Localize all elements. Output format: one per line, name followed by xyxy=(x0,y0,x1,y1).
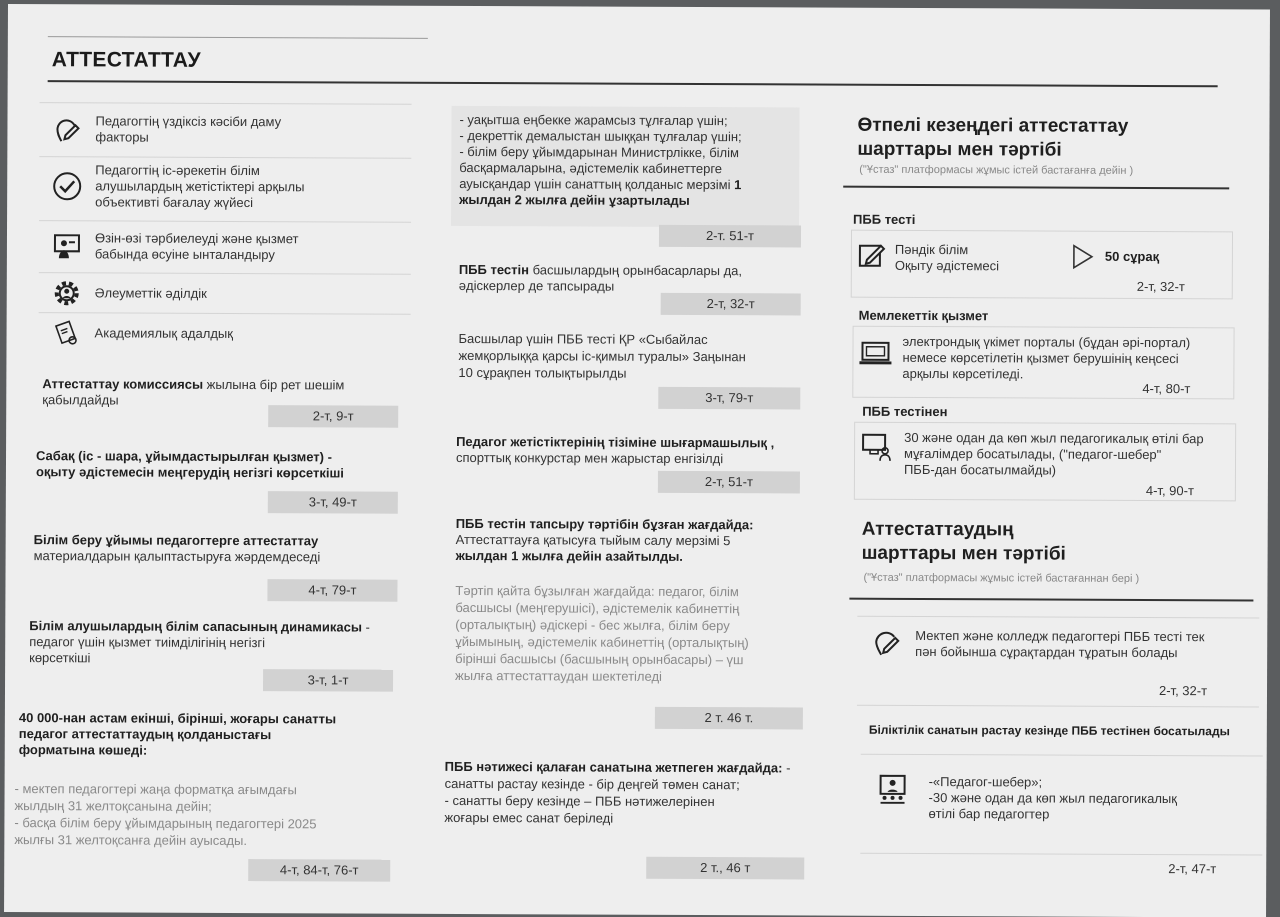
achievements-paragraph: Педагог жетістіктерінің тізіміне шығармашылық , спорттық конкурстар мен жарыстар енгізілді xyxy=(455,433,775,467)
presentation-icon xyxy=(877,774,909,804)
pbb-test-subjects: Пәндік білім Оқыту әдістемесі xyxy=(894,241,1000,274)
question-count: 50 сұрақ xyxy=(1104,248,1160,265)
reference-label: 3-т, 1-т xyxy=(263,669,393,692)
play-icon xyxy=(1071,243,1095,271)
feature-item-motivation xyxy=(39,220,411,272)
managers-paragraph: Басшылар үшін ПББ тесті ҚР «Сыбайлас жемқорлыққа қарсы іс-қимыл туралы» Заңынан 10 сұрақпен толықтырылды xyxy=(458,330,746,381)
laptop-icon xyxy=(858,340,892,368)
state-service-heading: Мемлекеттік қызмет xyxy=(858,307,989,324)
pbb-test-heading: ПББ тесті xyxy=(853,211,916,227)
reference-label: 2-т, 32-т xyxy=(1158,683,1208,699)
reference-label: 2 т. 46 т. xyxy=(655,707,803,730)
reference-label: 2-т, 32-т xyxy=(1136,278,1185,295)
reference-label: 2-т, 47-т xyxy=(1168,861,1217,877)
pen-head-icon xyxy=(871,624,903,658)
gear-person-icon xyxy=(39,277,95,309)
reference-label: 2 т., 46 т xyxy=(646,857,804,880)
reference-label: 2-т, 9-т xyxy=(268,405,398,428)
exemption-text: 30 және одан да көп жыл педагогикалық өтілі бар мұғалімдер босатылады, ("педагог-шебер" ПББ-дан босатылмайды) xyxy=(903,429,1204,478)
top-divider xyxy=(48,36,428,39)
current-section-title: Аттестаттаудың шарттары мен тәртібі xyxy=(861,518,1066,565)
feature-item-development xyxy=(39,102,411,156)
feature-item-justice xyxy=(39,272,411,314)
school-test-text: Мектеп және колледж педагогтері ПББ тесті тек пән бойынша сұрақтардан тұратын болады xyxy=(915,627,1205,661)
reference-label: 2-т. 51-т xyxy=(659,225,801,248)
repeat-violation-text: Тәртіп қайта бұзылған жағдайда: педагог, білім басшысы (меңгерушісі), әдістемелік кабинеттің (орталықтың) әдіскері - бес жылға, білім беру ұйымының, әдістемелік кабинеттің (орталықтың) бірінші басшысы (басшының орынбасары) – үш жылға аттестаттаудан шектетіледі xyxy=(455,582,749,684)
feature-label: Әлеуметтік әділдік xyxy=(94,284,207,301)
feature-label: Өзін-өзі тәрбиелеуді және қызмет бабында өсуіне ынталандыру xyxy=(94,229,299,262)
reference-label: 2-т, 32-т xyxy=(661,293,801,316)
certificate-icon xyxy=(38,317,94,349)
section-divider xyxy=(843,186,1229,190)
reference-label: 3-т, 49-т xyxy=(268,491,398,514)
feature-label: Педагогтің үздіксіз кәсіби даму факторы xyxy=(95,112,282,145)
section-divider xyxy=(849,598,1253,602)
check-circle-icon xyxy=(39,170,95,202)
feature-label: Педагогтің іс-әрекетін білім алушылардың жетістіктері арқылы объективті бағалау жүйесі xyxy=(95,161,305,210)
exemption-heading: ПББ тестінен xyxy=(862,403,948,420)
transitional-section-title: Өтпелі кезеңдегі аттестаттау шарттары мен тәртібі xyxy=(857,114,1129,161)
category-result-paragraph: ПББ нәтижесі қалаған санатына жетпеген жағдайда: - санатты растау кезінде - бір деңгей төмен санат; - санатты беру кезінде – ПББ нәтижелерінен жоғары емес санат беріледі xyxy=(444,758,791,826)
computer-user-icon xyxy=(860,432,892,462)
feature-item-evaluation xyxy=(39,156,411,216)
reference-label: 4-т, 90-т xyxy=(1145,482,1194,499)
pen-head-icon xyxy=(39,113,95,145)
quality-paragraph: Білім алушылардың білім сапасының динамикасы - педагог үшін қызмет тиімділігінің негізгі көрсеткіші xyxy=(29,618,370,666)
transition-paragraph: 40 000-нан астам екінші, бірінші, жоғары санатты педагог аттестаттаудың қолданыстағы форматына көшеді: xyxy=(18,710,337,758)
reference-label: 4-т, 84-т, 76-т xyxy=(248,859,390,882)
teacher-board-icon xyxy=(39,230,95,262)
transitional-section-subtitle: ("Ұстаз" платформасы жұмыс істей бастағанға дейін ) xyxy=(859,163,1134,177)
violation-paragraph: ПББ тестін тапсыру тәртібін бұзған жағдайда: Аттестаттауға қатысуға тыйым салу мерзімі 5 жылдан 1 жылға дейін азайтылды. xyxy=(455,515,754,564)
deputies-paragraph: ПББ тестін басшылардың орынбасарлары да, әдіскерлер де тапсырады xyxy=(458,261,743,294)
confirmation-text: -«Педагог-шебер»; -30 және одан да көп жыл педагогикалық өтілі бар педагогтер xyxy=(928,774,1178,822)
state-service-text: электрондық үкімет порталы (бұдан әрі-портал) немесе көрсетілетін қызмет берушінің кеңсесі арқылы көрсетіледі. xyxy=(902,333,1191,382)
extension-paragraph: - уақытша еңбекке жарамсыз тұлғалар үшін; - декреттік демалыстан шыққан тұлғалар үшін; - білім беру ұйымдарынан Министрлікке, білім басқармаларына, әдістемелік кабинеттерге ауысқандар үшін санаттың қолданыс мерзімі 1 жылдан 2 жылға дейін ұзартылады xyxy=(459,111,742,208)
title-underline xyxy=(48,80,1218,87)
materials-paragraph: Білім беру ұйымы педагогтерге аттестаттау материалдарын қалыптастыруға жәрдемдеседі xyxy=(33,532,321,565)
confirmation-heading: Біліктілік санатын растау кезінде ПББ тестінен босатылады xyxy=(868,722,1230,739)
feature-label: Академиялық адалдық xyxy=(94,324,234,341)
reference-label: 4-т, 80-т xyxy=(1142,380,1191,397)
reference-label: 3-т, 79-т xyxy=(658,387,800,410)
document-page xyxy=(4,4,1270,917)
current-section-subtitle: ("Ұстаз" платформасы жұмыс істей бастағаннан бері ) xyxy=(863,571,1140,585)
lesson-paragraph: Сабақ (іс - шара, ұйымдастырылған қызмет) - оқыту әдістемесін меңгерудің негізгі көрсеткіші xyxy=(35,448,344,481)
feature-item-integrity xyxy=(38,312,410,354)
reference-label: 2-т, 51-т xyxy=(658,471,800,494)
commission-paragraph: Аттестаттау комиссиясы жылына бір рет шешім қабылдайды xyxy=(42,376,345,408)
reference-label: 4-т, 79-т xyxy=(267,579,397,602)
transition-details: - мектеп педагогтері жаңа форматқа ағымдағы жылдың 31 желтоқсанына дейін; - басқа білім беру ұйымдарының педагогтері 2025 жылғы 31 желтоқсанға дейін ауысады. xyxy=(14,781,317,849)
page-title: АТТЕСТАТТАУ xyxy=(51,48,201,72)
edit-icon xyxy=(857,240,887,270)
